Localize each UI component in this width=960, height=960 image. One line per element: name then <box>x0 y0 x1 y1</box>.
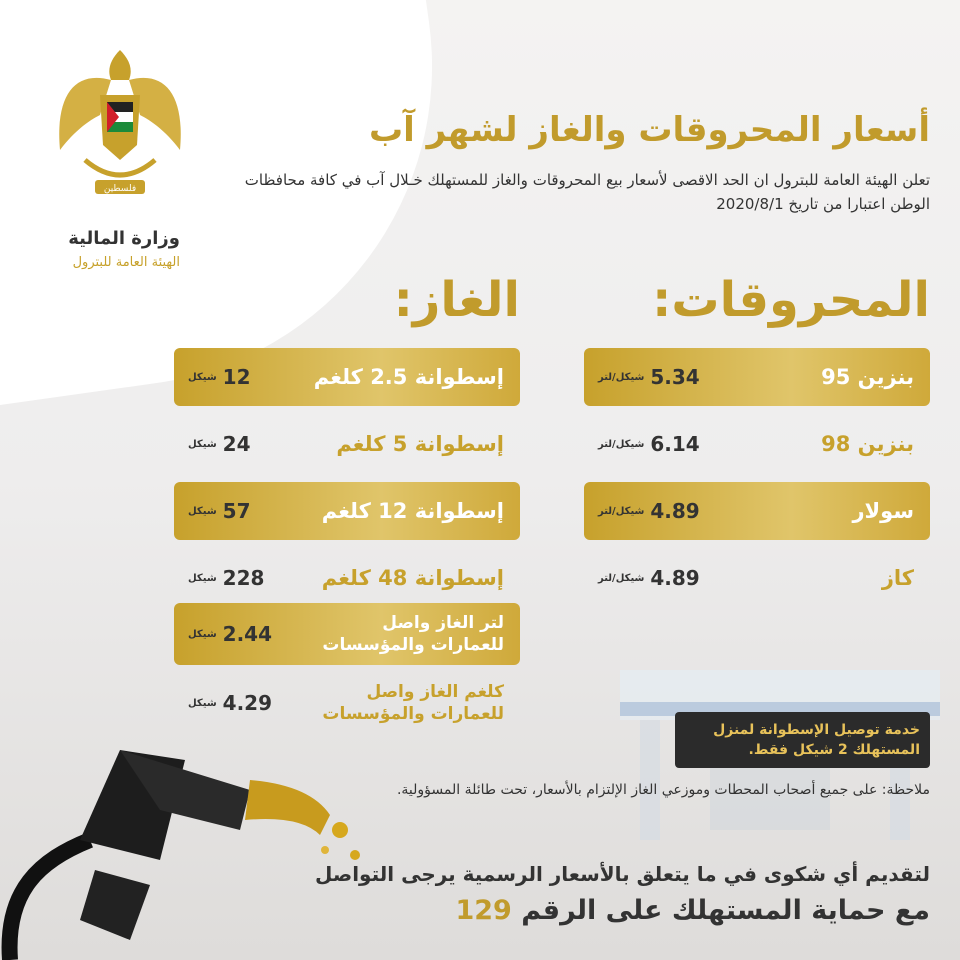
gas-name: إسطوانة 12 كلغم <box>321 499 504 523</box>
gas-price: 57 <box>222 499 251 523</box>
gas-row <box>174 603 520 665</box>
fuel-price: 6.14 <box>650 432 700 456</box>
gas-unit: شيكل <box>188 371 217 383</box>
fuel-row <box>584 348 930 406</box>
gas-name: إسطوانة 5 كلغم <box>336 432 504 456</box>
fuel-price: 5.34 <box>650 365 700 389</box>
gas-name: إسطوانة 48 كلغم <box>321 566 504 590</box>
intro-text: تعلن الهيئة العامة للبترول ان الحد الاقصى لأسعار بيع المحروقات والغاز للمستهلك خـلال آب في كافة محافظات الوطن اعتبارا من تاريخ 2020/8/1 <box>244 171 930 213</box>
fuel-heading: المحروقات: <box>652 272 930 328</box>
gas-row <box>174 482 520 540</box>
gas-name: كلغم الغاز واصل للعمارات والمؤسسات <box>322 682 504 724</box>
delivery-notice: خدمة توصيل الإسطوانة لمنزل المستهلك 2 شيكل فقط. <box>675 712 930 768</box>
gas-price: 228 <box>222 566 265 590</box>
eagle-emblem-icon <box>45 40 195 210</box>
gas-unit: شيكل <box>188 628 217 640</box>
fuel-price: 4.89 <box>650 566 700 590</box>
fuel-row <box>584 415 930 473</box>
gas-unit: شيكل <box>188 697 217 709</box>
fuel-price: 4.89 <box>650 499 700 523</box>
complaint-line-1: لتقديم أي شكوى في ما يتعلق بالأسعار الرسمية يرجى التواصل <box>315 862 930 886</box>
gas-name: إسطوانة 2.5 كلغم <box>313 365 504 389</box>
complaint-text: مع حماية المستهلك على الرقم <box>521 895 930 926</box>
gas-unit: شيكل <box>188 438 217 450</box>
gas-name: لتر الغاز واصل للعمارات والمؤسسات <box>322 613 504 655</box>
ministry-block <box>40 228 180 270</box>
fuel-unit: شيكل/لتر <box>598 572 645 584</box>
gas-unit: شيكل <box>188 572 217 584</box>
fuel-row <box>584 549 930 607</box>
fuel-unit: شيكل/لتر <box>598 438 645 450</box>
fuel-name: بنزين 98 <box>821 432 914 456</box>
ministry-name: وزارة المالية <box>68 228 180 249</box>
fuel-name: بنزين 95 <box>821 365 914 389</box>
complaint-line-2 <box>455 895 930 926</box>
fuel-row <box>584 482 930 540</box>
gas-price: 4.29 <box>222 691 273 715</box>
gas-unit: شيكل <box>188 505 217 517</box>
logo-text: فلسطين <box>103 184 137 194</box>
fuel-unit: شيكل/لتر <box>598 505 645 517</box>
gas-heading: الغاز: <box>393 272 520 328</box>
authority-name: الهيئة العامة للبترول <box>72 255 180 270</box>
fuel-name: كاز <box>881 566 914 590</box>
fuel-unit: شيكل/لتر <box>598 371 645 383</box>
note-text: ملاحظة: على جميع أصحاب المحطات وموزعي الغاز الإلتزام بالأسعار، تحت طائلة المسؤولية. <box>396 782 930 798</box>
gas-row <box>174 348 520 406</box>
gas-price: 2.44 <box>222 622 273 646</box>
gas-row <box>174 415 520 473</box>
gas-price: 12 <box>222 365 251 389</box>
complaint-number: 129 <box>455 895 512 926</box>
page-title: أسعار المحروقات والغاز لشهر آب <box>368 110 930 150</box>
gas-row <box>174 549 520 607</box>
fuel-nozzle-icon <box>0 720 390 960</box>
fuel-name: سولار <box>852 499 914 523</box>
gas-price: 24 <box>222 432 251 456</box>
